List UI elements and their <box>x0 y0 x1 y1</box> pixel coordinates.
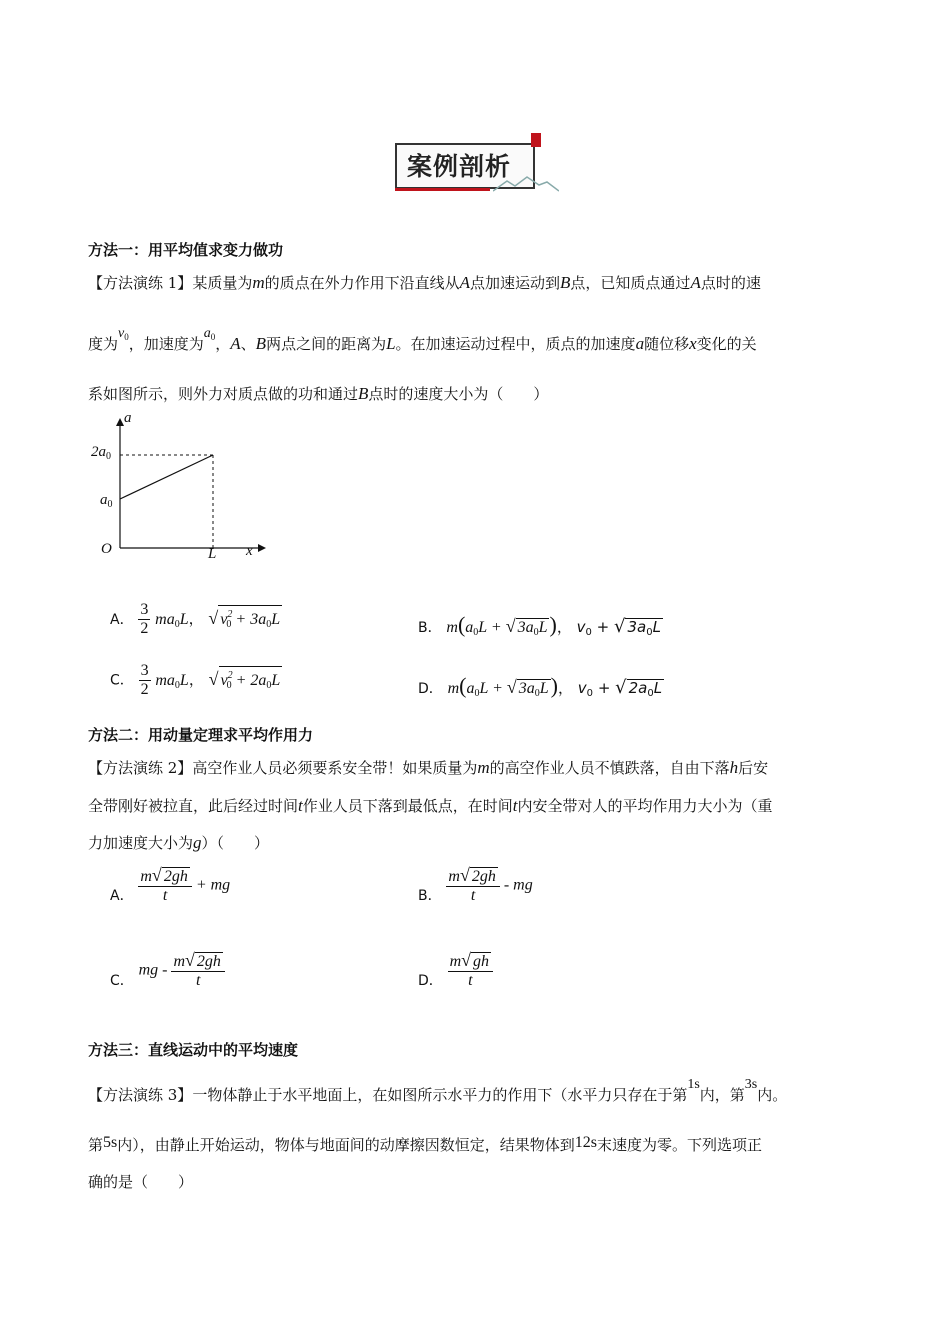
option-2c[interactable]: C． mg - $\frac{m√ 2gh}{t}$ <box>110 951 225 990</box>
exercise-tag: 【方法演练 2】 <box>88 759 193 777</box>
option-1b[interactable]: B． $m(a_0L$ + √ $3a_0L$)， $v_0$ + √ $3a_0L$ <box>418 612 663 641</box>
option-2a[interactable]: A． $\frac{m√ 2gh}{t}$ + mg <box>110 865 231 904</box>
graph-x-axis-label: x <box>246 543 253 559</box>
section1-heading: 方法一：用平均值求变力做功 <box>88 241 284 259</box>
banner-title: 案例剖析 <box>407 152 512 181</box>
graph-y-tick-2a0: $2a_0$ <box>91 444 111 462</box>
graph-y-axis-label: a <box>124 410 132 426</box>
graph-origin-label: O <box>101 541 112 557</box>
section1-line3: 系如图所示，则外力对质点做的功和通过B点时的速度大小为（ ） <box>88 384 549 403</box>
section2-line2: 全带刚好被拉直，此后经过时间t作业人员下落到最低点，在时间t内安全带对人的平均作用力大小为（重 <box>88 796 773 815</box>
option-2b[interactable]: B． $\frac{m√ 2gh}{t}$ - mg <box>418 865 533 904</box>
section3-line1: 【方法演练 3】一物体静止于水平地面上，在如图所示水平力的作用下（水平力只存在于第1s内，第3s内。 <box>88 1077 788 1104</box>
exercise-tag: 【方法演练 1】 <box>88 274 193 292</box>
section2-heading: 方法二：用动量定理求平均作用力 <box>88 726 314 744</box>
graph-x-tick-label: L <box>208 546 217 562</box>
section3-heading: 方法三：直线运动中的平均速度 <box>88 1041 299 1059</box>
section2-line3: 力加速度大小为g）（ ） <box>88 833 270 852</box>
section1-line2: 度为$v_0$，加速度为$a_0$，A、B两点之间的距离为L。在加速运动过程中，质点的加速度a随位移x变化的关 <box>88 326 757 353</box>
option-2d[interactable]: D． $\frac{m√ gh}{t}$ <box>418 951 493 990</box>
section2-line1: 【方法演练 2】高空作业人员必须要系安全带！如果质量为m的高空作业人员不慎跌落，自由下落h后安 <box>88 758 769 777</box>
graph-y-tick-a0: $a_0$ <box>100 492 113 510</box>
banner-red-underline <box>395 188 490 191</box>
section3-line3: 确的是（ ） <box>88 1173 194 1191</box>
section-banner <box>393 133 563 195</box>
section3-line2: 第5s内），由静止开始运动，物体与地面间的动摩擦因数恒定，结果物体到12s末速度为零。下列选项正 <box>88 1134 763 1154</box>
exercise-tag: 【方法演练 3】 <box>88 1086 193 1104</box>
option-1d[interactable]: D． $m(a_0L$ + √ $3a_0L$)， $v_0$ + √ $2a_0L$ <box>418 673 664 702</box>
option-1c[interactable]: C． $\frac{3}{2}$ $ma_0L$， √ $v^2_0 + 2a_0L$ <box>110 662 281 698</box>
option-1a[interactable]: A． $\frac{3}{2}$ $ma_0L$， √ $v^2_0 + 3a_0L$ <box>110 601 281 637</box>
section1-line1: 【方法演练 1】某质量为m的质点在外力作用下沿直线从A点加速运动到B点，已知质点通过A点时的速 <box>88 273 761 292</box>
banner-red-tab <box>531 133 541 147</box>
